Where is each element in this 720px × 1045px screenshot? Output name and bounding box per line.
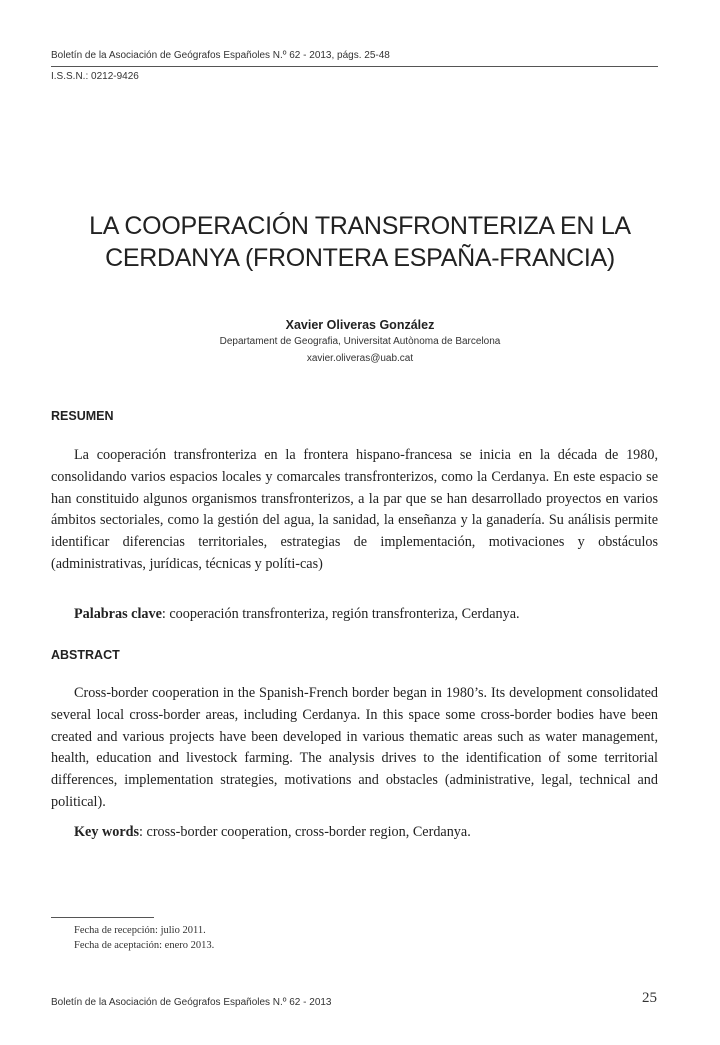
footnote-accepted: Fecha de aceptación: enero 2013. <box>74 940 215 951</box>
key-words-label: Key words <box>74 824 140 840</box>
article-title <box>40 210 680 274</box>
author-email: xavier.oliveras@uab.cat <box>306 353 414 364</box>
footnote-received: Fecha de recepción: julio 2011. <box>74 925 206 936</box>
abstract-heading: ABSTRACT <box>51 648 120 662</box>
author-name: Xavier Oliveras González <box>285 318 435 332</box>
page-number: 25 <box>642 990 657 1006</box>
key-words <box>74 824 471 841</box>
palabras-clave-label: Palabras clave <box>74 606 162 622</box>
resumen-heading: RESUMEN <box>51 409 114 423</box>
footnote-divider <box>51 917 154 918</box>
title-line-1: LA COOPERACIÓN TRANSFRONTERIZA EN LA <box>89 212 631 240</box>
resumen-paragraph: La cooperación transfronteriza en la frontera hispano-francesa se inicia en la década de 1980, consolidando varios espacios locales y comarcales transfronterizos, como la Cerdanya. En este espacio se han constituido algunos organismos transfronterizos, a la par que se han desarrollado proyectos en varios ámbitos sectoriales, como la gestión del agua, la sanidad, la enseñanza y la ganadería. Su análisis permite identificar diferencias territoriales, estrategias de implementación, motivaciones y obstáculos (administrativas, jurídicas, técnicas y políti-cas) <box>51 447 658 572</box>
abstract-paragraph: Cross-border cooperation in the Spanish-French border began in 1980’s. Its development consolidated several local cross-border areas, including Cerdanya. In this space some cross-border bodies have been created and various projects have been developed in various thematic areas such as water management, health, education and livestock farming. The analysis drives to the identification of some territorial differences, implementation strategies, motivations and obstacles (administrative, legal, technical and political). <box>51 685 658 810</box>
palabras-clave-text: : cooperación transfronteriza, región transfronteriza, Cerdanya. <box>161 606 520 622</box>
author-affiliation: Departament de Geografia, Universitat Autònoma de Barcelona <box>219 336 501 347</box>
issn: I.S.S.N.: 0212-9426 <box>51 71 139 82</box>
header-divider <box>51 66 658 67</box>
title-line-2: CERDANYA (FRONTERA ESPAÑA-FRANCIA) <box>105 244 615 272</box>
page-footer: Boletín de la Asociación de Geógrafos Españoles N.º 62 - 2013 <box>51 997 332 1008</box>
palabras-clave <box>74 606 520 623</box>
key-words-text: : cross-border cooperation, cross-border region, Cerdanya. <box>139 824 471 840</box>
journal-header: Boletín de la Asociación de Geógrafos Españoles N.º 62 - 2013, págs. 25-48 <box>51 50 390 61</box>
